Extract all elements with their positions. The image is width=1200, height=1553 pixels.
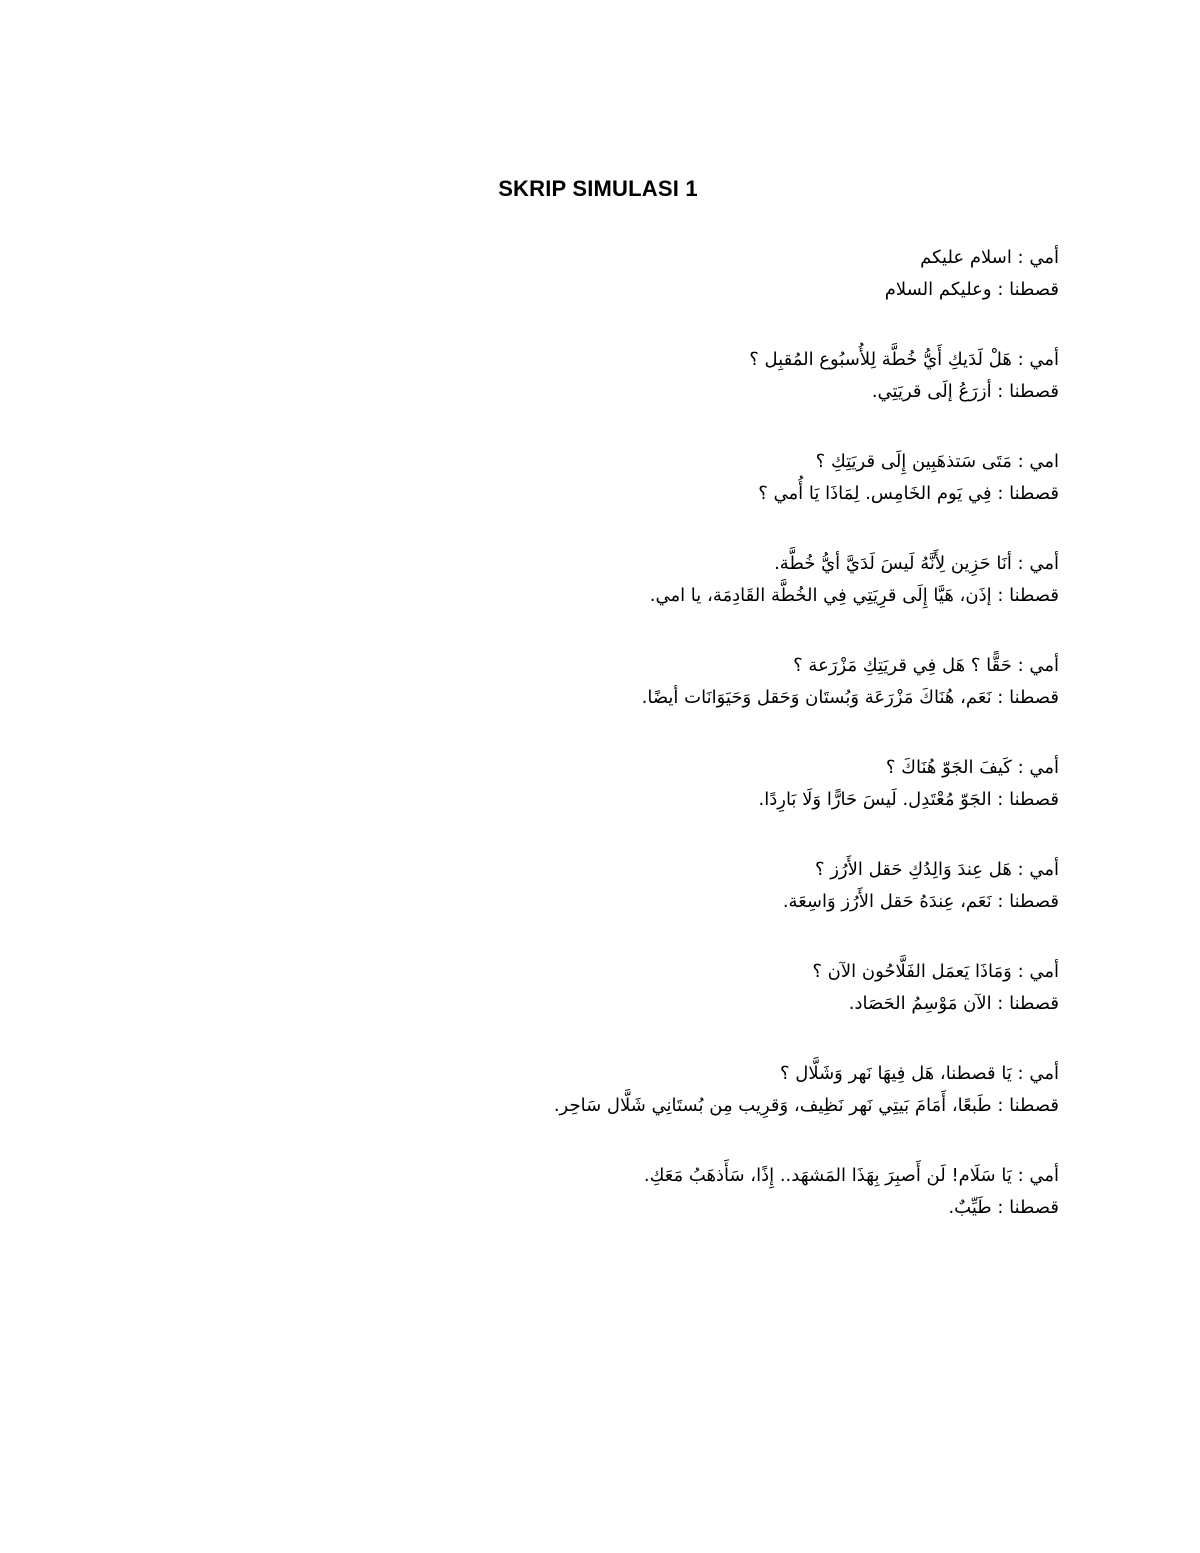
- dialogue-exchange: [439, 1058, 1059, 1122]
- dialogue-line: قصطنا : وعليكم السلام: [884, 279, 1059, 300]
- dialogue-exchange: [439, 650, 1059, 714]
- dialogue-exchange: [439, 854, 1059, 918]
- dialogue-line: قصطنا : الجَوّ مُعْتَدِل. لَيسَ حَارًّا وَلَا بَارِدًا.: [758, 789, 1059, 810]
- dialogue-line: أمي : هَلْ لَدَيكِ أَيُّ خُطَّة لِلأُسبُوع المُقبِل ؟: [749, 349, 1059, 370]
- dialogue-exchange: [439, 344, 1059, 408]
- dialogue-line: أمي : أنَا حَزِين لِأَنَّهُ لَيسَ لَدَيَّ أيُّ خُطَّة.: [774, 553, 1059, 574]
- dialogue-exchange: [439, 446, 1059, 510]
- dialogue-line: قصطنا : فِي يَوم الخَامِس. لِمَاذَا يَا أُمي ؟: [758, 483, 1059, 504]
- dialogue-line: قصطنا : نَعَم، عِندَهُ حَقل الأَرُز وَاسِعَة.: [782, 891, 1059, 912]
- dialogue-line: أمي : كَيفَ الجَوّ هُنَاكَ ؟: [885, 757, 1059, 778]
- dialogue-line: قصطنا : نَعَم، هُنَاكَ مَزْرَعَة وَبُستَان وَحَقل وَحَيَوَانَات أيضًا.: [641, 687, 1059, 708]
- dialogue-script: [439, 242, 1059, 1262]
- dialogue-exchange: [439, 752, 1059, 816]
- dialogue-exchange: [439, 242, 1059, 306]
- dialogue-line: أمي : حَقًّا ؟ هَل فِي قريَتِكِ مَزْرَعة ؟: [793, 655, 1059, 676]
- dialogue-line: أمي : يَا سَلَام! لَن أَصبِرَ بِهَذَا المَشهَد.. إِذًا، سَأَذهَبُ مَعَكِ.: [643, 1165, 1059, 1186]
- dialogue-line: أمي : يَا قصطنا، هَل فِيهَا نَهر وَشَلَّال ؟: [779, 1063, 1059, 1084]
- dialogue-line: امي : مَتَى سَتذهَبِين إِلَى قريَتِكِ ؟: [815, 451, 1059, 472]
- dialogue-exchange: [439, 548, 1059, 612]
- dialogue-line: قصطنا : أزرَعُ إلَى قريَتِي.: [871, 381, 1059, 402]
- dialogue-exchange: [439, 956, 1059, 1020]
- dialogue-line: قصطنا : الآن مَوْسِمُ الحَصَاد.: [848, 993, 1059, 1014]
- dialogue-exchange: [439, 1160, 1059, 1224]
- dialogue-line: أمي : اسلام عليكم: [920, 247, 1059, 268]
- dialogue-line: قصطنا : طَبعًا، أَمَامَ بَيتِي نَهر نَظِيف، وَقرِيب مِن بُستَانِي شَلَّال سَاحِر.: [553, 1095, 1059, 1116]
- dialogue-line: قصطنا : طَيِّبٌ.: [948, 1197, 1059, 1218]
- dialogue-line: قصطنا : إذَن، هَيَّا إِلَى قرِيَتِي فِي الخُطَّة القَادِمَة، يا امي.: [649, 585, 1059, 606]
- page-title: SKRIP SIMULASI 1: [498, 176, 698, 201]
- dialogue-line: أمي : هَل عِندَ وَالِدُكِ حَقل الأَرُز ؟: [814, 859, 1059, 880]
- dialogue-line: أمي : وَمَاذَا يَعمَل الفَلَّاحُون الآن ؟: [812, 961, 1059, 982]
